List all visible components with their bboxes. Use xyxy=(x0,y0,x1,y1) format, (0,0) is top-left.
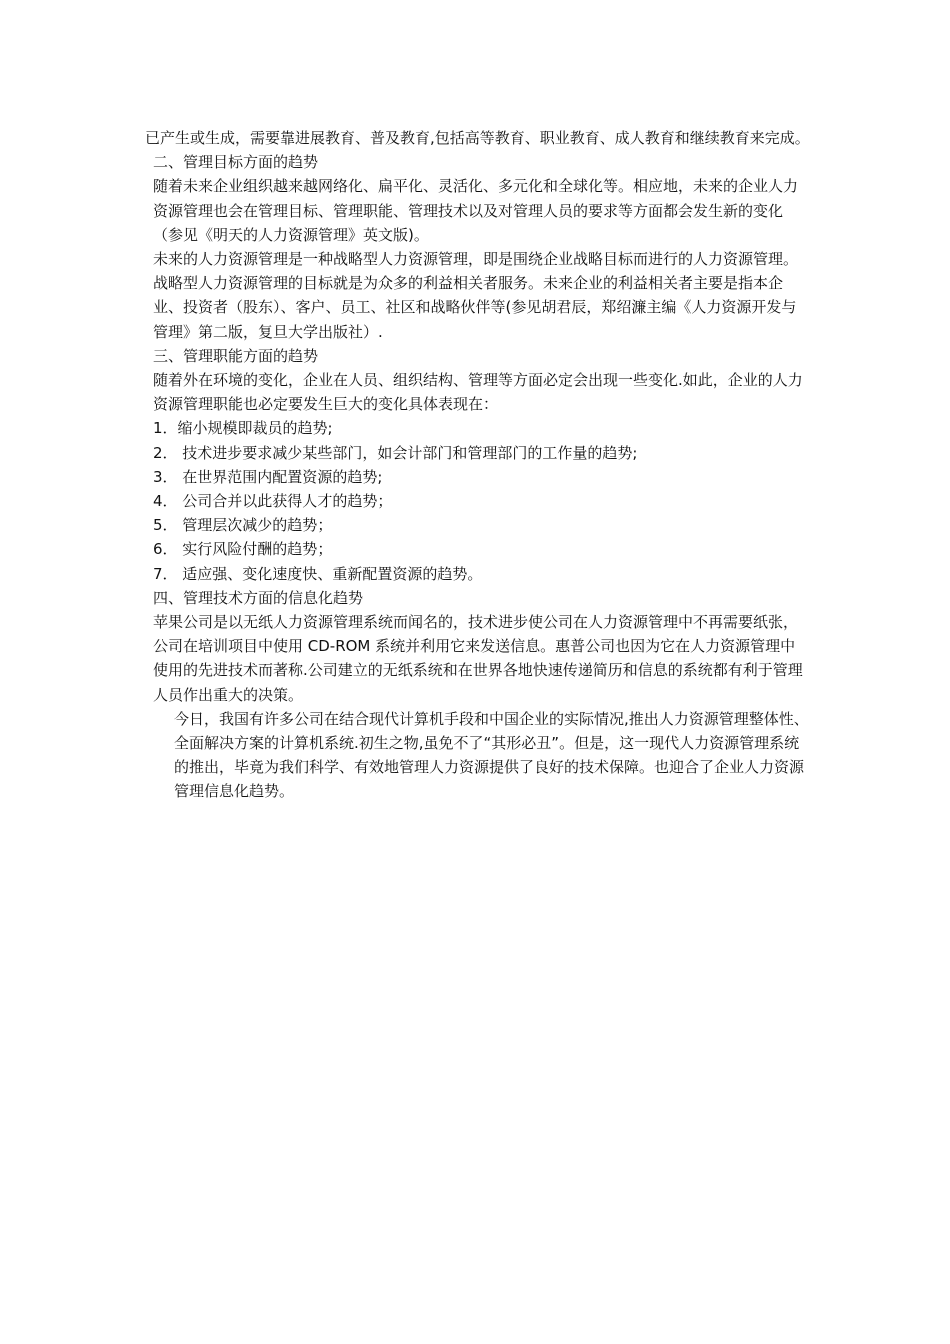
list-item: 2． 技术进步要求减少某些部门，如会计部门和管理部门的工作量的趋势; xyxy=(153,443,638,462)
paragraph: 随着外在环境的变化，企业在人员、组织结构、管理等方面必定会出现一些变化.如此，企业的人力资源管理职能也必定要发生巨大的变化具体表现在： xyxy=(153,371,803,414)
list-item: 7． 适应强、变化速度快、重新配置资源的趋势。 xyxy=(153,564,483,583)
document-body xyxy=(145,126,810,804)
paragraph: 苹果公司是以无纸人力资源管理系统而闻名的，技术进步使公司在人力资源管理中不再需要纸张，公司在培训项目中使用 CD-ROM 系统并利用它来发送信息。惠普公司也因为它在人力资源管理中使用的先进技术而著称.公司建立的无纸系统和在世界各地快速传递简历和信息的系统都有利于管理人员作出重大的决策。 xyxy=(153,613,803,704)
section-heading-management-goals: 二、管理目标方面的趋势 xyxy=(153,153,319,172)
list-item: 5． 管理层次减少的趋势； xyxy=(153,516,333,535)
list-item: 1．缩小规模即裁员的趋势; xyxy=(153,419,333,438)
paragraph-continuation: 已产生或生成，需要靠进展教育、普及教育,包括高等教育、职业教育、成人教育和继续教育来完成。 xyxy=(145,129,810,147)
section-heading-management-functions: 三、管理职能方面的趋势 xyxy=(153,346,319,365)
paragraph: 随着未来企业组织越来越网络化、扁平化、灵活化、多元化和全球化等。相应地，未来的企业人力资源管理也会在管理目标、管理职能、管理技术以及对管理人员的要求等方面都会发生新的变化（参见《明天的人力资源管理》英文版)。 xyxy=(153,177,799,244)
section-heading-management-technology: 四、管理技术方面的信息化趋势 xyxy=(153,588,364,607)
paragraph: 未来的人力资源管理是一种战略型人力资源管理，即是围绕企业战略目标而进行的人力资源管理。战略型人力资源管理的目标就是为众多的利益相关者服务。未来企业的利益相关者主要是指本企业、投资者（股东）、客户、员工、社区和战略伙伴等(参见胡君辰，郑绍濂主编《人力资源开发与管理》第二版，复旦大学出版社）. xyxy=(153,250,799,341)
list-item: 6． 实行风险付酬的趋势； xyxy=(153,540,333,559)
paragraph: 今日，我国有许多公司在结合现代计算机手段和中国企业的实际情况,推出人力资源管理整体性、全面解决方案的计算机系统.初生之物,虽免不了“其形必丑”。但是，这一现代人力资源管理系统的推出，毕竟为我们科学、有效地管理人力资源提供了良好的技术保障。也迎合了企业人力资源管理信息化趋势。 xyxy=(174,709,809,801)
list-item: 3． 在世界范围内配置资源的趋势; xyxy=(153,467,383,486)
list-item: 4． 公司合并以此获得人才的趋势； xyxy=(153,492,393,511)
